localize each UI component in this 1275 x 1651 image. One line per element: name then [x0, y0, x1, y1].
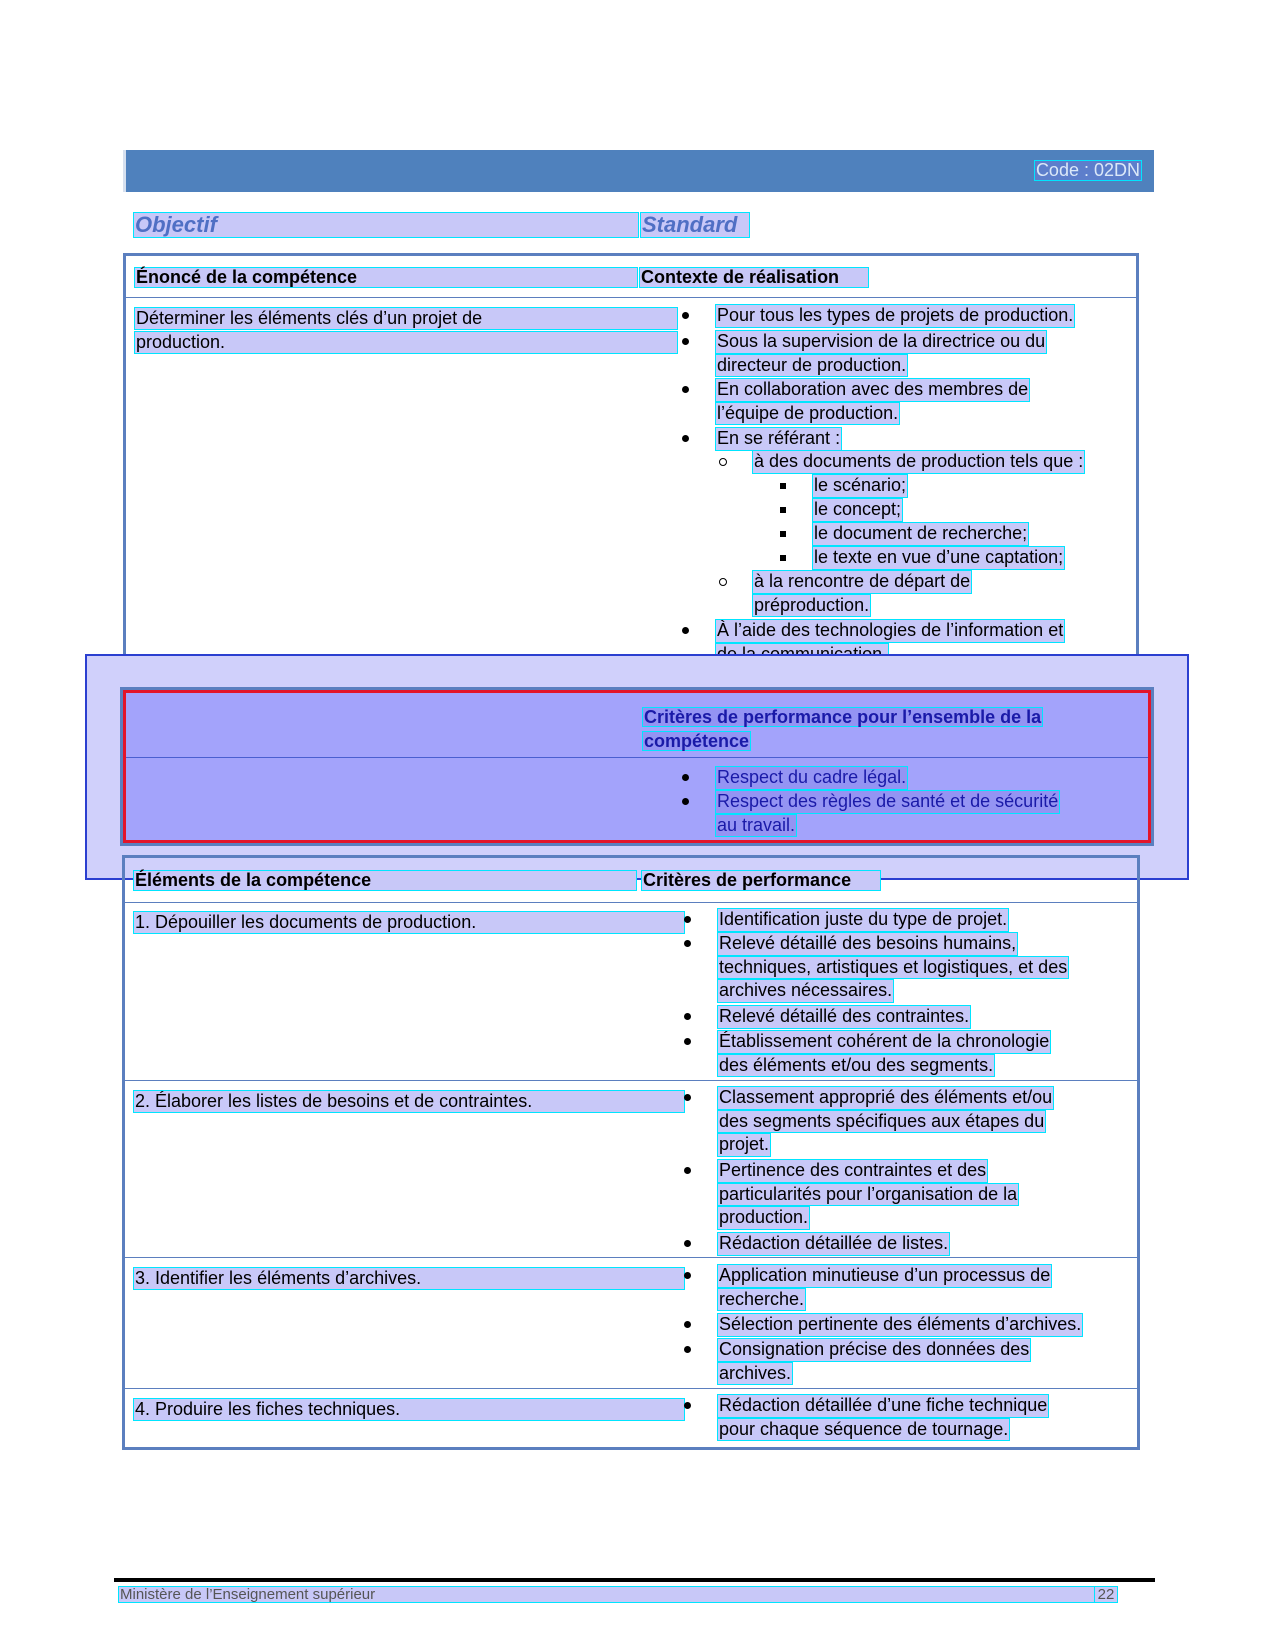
standard-caption: Standard [640, 212, 750, 238]
footer-rule [114, 1578, 1155, 1582]
context-subsubitem: le scénario; [812, 474, 908, 498]
bullet-icon [679, 619, 693, 641]
bullet-icon [681, 1159, 695, 1181]
context-item: Sous la supervision de la directrice ou du directeur de production. [715, 330, 1047, 377]
elements-header: Éléments de la compétence [133, 870, 637, 891]
footer-ministry: Ministère de l’Enseignement supérieur [118, 1586, 1097, 1603]
bullet-icon [681, 1394, 695, 1416]
bullet-icon [681, 1313, 695, 1335]
bullet-icon [681, 1264, 695, 1286]
bullet-icon [679, 790, 693, 812]
criterion-item: Application minutieuse d’un processus de recherche. [717, 1264, 1052, 1311]
bullet-icon [681, 908, 695, 930]
criterion-item: Relevé détaillé des contraintes. [717, 1005, 971, 1029]
bullet-icon [679, 766, 693, 788]
criterion-item: Consignation précise des données des archives. [717, 1338, 1031, 1385]
context-item: En se référant : [715, 427, 842, 451]
square-bullet-icon [776, 546, 790, 568]
row-divider [125, 1388, 1137, 1389]
row-divider [125, 1257, 1137, 1258]
bullet-icon [679, 378, 693, 400]
bullet-icon [681, 932, 695, 954]
row-divider [125, 1080, 1137, 1081]
element-row-label: 2. Élaborer les listes de besoins et de contraintes. [133, 1090, 685, 1113]
circle-bullet-icon [716, 570, 730, 592]
bullet-icon [679, 330, 693, 352]
bullet-icon [681, 1338, 695, 1360]
performance-item: Respect du cadre légal. [715, 766, 908, 790]
bullet-icon [681, 1030, 695, 1052]
header-bar [123, 150, 1154, 192]
bullet-icon [681, 1005, 695, 1027]
competence-statement-line-2: production. [134, 331, 678, 354]
criterion-item: Établissement cohérent de la chronologie des éléments et/ou des segments. [717, 1030, 1051, 1077]
page-number: 22 [1094, 1586, 1118, 1603]
context-item: Pour tous les types de projets de production. [715, 304, 1075, 328]
context-subitem: à des documents de production tels que : [752, 450, 1085, 474]
criterion-item: Rédaction détaillée d’une fiche technique pour chaque séquence de tournage. [717, 1394, 1049, 1441]
square-bullet-icon [776, 498, 790, 520]
context-item: En collaboration avec des membres de l’équipe de production. [715, 378, 1030, 425]
competence-statement-line-1: Déterminer les éléments clés d’un projet de [134, 307, 678, 330]
code-label: Code : 02DN [1035, 160, 1140, 180]
bullet-icon [681, 1086, 695, 1108]
square-bullet-icon [776, 522, 790, 544]
overall-performance-header: Critères de performance pour l’ensemble de la compétence [644, 707, 1042, 751]
context-subsubitem: le concept; [812, 498, 903, 522]
performance-divider [126, 757, 1148, 758]
context-header: Contexte de réalisation [639, 267, 869, 288]
context-subitem: à la rencontre de départ de préproduction. [752, 570, 972, 617]
criterion-item: Sélection pertinente des éléments d’archives. [717, 1313, 1083, 1337]
square-bullet-icon [776, 474, 790, 496]
criterion-item: Identification juste du type de projet. [717, 908, 1009, 932]
circle-bullet-icon [716, 450, 730, 472]
bullet-icon [681, 1232, 695, 1254]
context-item: À l’aide des technologies de l’information et [715, 619, 1065, 666]
criteria-header: Critères de performance [641, 870, 881, 891]
criterion-item: Rédaction détaillée de listes. [717, 1232, 950, 1256]
competence-statement-header: Énoncé de la compétence [134, 267, 638, 288]
bullet-icon [679, 427, 693, 449]
performance-item: Respect des règles de santé et de sécurité au travail. [715, 790, 1060, 837]
element-row-label: 1. Dépouiller les documents de production. [133, 911, 685, 934]
context-subsubitem: le texte en vue d’une captation; [812, 546, 1065, 570]
criterion-item: Pertinence des contraintes et des particularités pour l’organisation de la production. [717, 1159, 1019, 1230]
element-row-label: 4. Produire les fiches techniques. [133, 1398, 685, 1421]
bullet-icon [679, 304, 693, 326]
elements-header-divider [125, 902, 1137, 903]
criterion-item: Classement approprié des éléments et/ou des segments spécifiques aux étapes du projet. [717, 1086, 1054, 1157]
competence-divider [126, 297, 1136, 298]
element-row-label: 3. Identifier les éléments d’archives. [133, 1267, 685, 1290]
context-subsubitem: le document de recherche; [812, 522, 1029, 546]
objective-caption: Objectif [133, 212, 639, 238]
criterion-item: Relevé détaillé des besoins humains, techniques, artistiques et logistiques, et des archives nécessaires. [717, 932, 1069, 1003]
